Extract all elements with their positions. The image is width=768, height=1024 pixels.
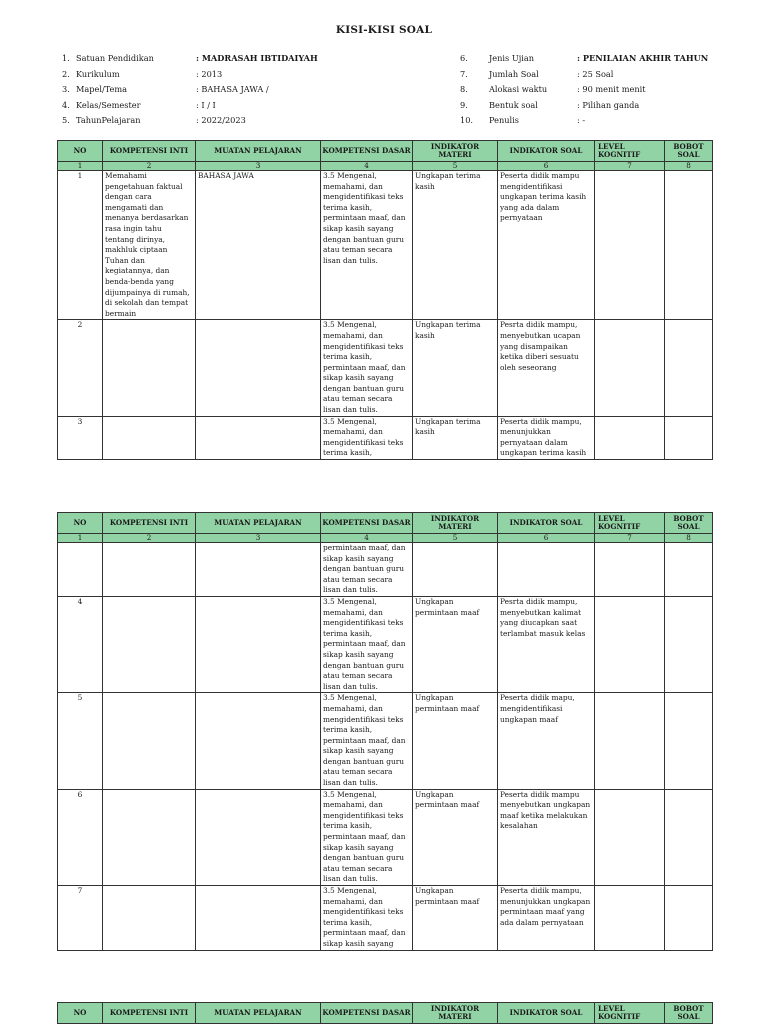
cell-no: 3 <box>58 416 103 459</box>
meta-label: Penulis <box>489 115 519 125</box>
column-number: 1 <box>58 534 103 543</box>
header-level-kognitif: LEVEL KOGNITIF <box>595 513 665 534</box>
cell-indikator-materi: Ungkapan terima kasih <box>413 171 498 320</box>
meta-value: : 2013 <box>196 68 223 79</box>
kisi-table-2 <box>57 512 713 951</box>
column-number: 8 <box>665 534 713 543</box>
header-indikator-materi: INDIKATOR MATERI <box>413 141 498 162</box>
meta-label: Kurikulum <box>76 68 120 79</box>
cell-kompetensi-inti <box>103 789 196 885</box>
table-row <box>58 596 713 692</box>
cell-kompetensi-dasar: 3.5 Mengenal, memahami, dan mengidentifikasi teks terima kasih, permintaan maaf, dan sikap kasih sayang dengan bantuan guru atau teman secara lisan dan tulis. <box>321 320 413 416</box>
cell-indikator-soal: Pesrta didik mampu, menyebutkan ucapan yang disampaikan ketika diberi sesuatu oleh seseorang <box>498 320 595 416</box>
cell-bobot-soal <box>665 693 713 789</box>
table-row <box>58 543 713 597</box>
cell-indikator-materi: Ungkapan permintaan maaf <box>413 886 498 951</box>
table-row <box>58 416 713 459</box>
column-number: 7 <box>595 534 665 543</box>
cell-bobot-soal <box>665 886 713 951</box>
cell-level-kognitif <box>595 596 665 692</box>
meta-number: 5. <box>62 115 70 125</box>
meta-value: : MADRASAH IBTIDAIYAH <box>196 53 318 63</box>
header-muatan-pelajaran: MUATAN PELAJARAN <box>196 513 321 534</box>
cell-indikator-soal: Peserta didik mampu, menunjukkan pernyataan dalam ungkapan terima kasih <box>498 416 595 459</box>
cell-level-kognitif <box>595 320 665 416</box>
meta-label: Jumlah Soal <box>489 68 539 79</box>
meta-number: 1. <box>62 53 70 63</box>
column-number: 6 <box>498 534 595 543</box>
column-number: 5 <box>413 162 498 171</box>
cell-muatan-pelajaran <box>196 416 321 459</box>
table-header-row <box>58 141 713 162</box>
cell-no: 6 <box>58 789 103 885</box>
header-indikator-soal: INDIKATOR SOAL <box>498 1003 595 1024</box>
cell-bobot-soal <box>665 789 713 885</box>
header-no: NO <box>58 141 103 162</box>
cell-bobot-soal <box>665 543 713 597</box>
document-title: KISI-KISI SOAL <box>335 24 433 36</box>
header-bobot-soal: BOBOT SOAL <box>665 1003 713 1024</box>
meta-value: : Pilihan ganda <box>577 99 640 110</box>
meta-label: Alokasi waktu <box>489 84 548 94</box>
cell-bobot-soal <box>665 416 713 459</box>
cell-indikator-soal: Peserta didik mampu menyebutkan ungkapan maaf ketika melakukan kesalahan <box>498 789 595 885</box>
meta-value: : 90 menit menit <box>577 84 646 94</box>
cell-no: 1 <box>58 171 103 320</box>
cell-muatan-pelajaran <box>196 596 321 692</box>
meta-value: : I / I <box>196 99 216 110</box>
cell-kompetensi-inti <box>103 596 196 692</box>
header-kompetensi-inti: KOMPETENSI INTI <box>103 1003 196 1024</box>
cell-level-kognitif <box>595 789 665 885</box>
column-number: 3 <box>196 534 321 543</box>
cell-kompetensi-dasar: permintaan maaf, dan sikap kasih sayang dengan bantuan guru atau teman secara lisan dan tulis. <box>321 543 413 597</box>
cell-kompetensi-dasar: 3.5 Mengenal, memahami, dan mengidentifikasi teks terima kasih, permintaan maaf, dan sikap kasih sayang dengan bantuan guru atau teman secara lisan dan tulis. <box>321 596 413 692</box>
column-number: 4 <box>321 534 413 543</box>
cell-muatan-pelajaran <box>196 693 321 789</box>
cell-kompetensi-inti <box>103 543 196 597</box>
header-indikator-soal: INDIKATOR SOAL <box>498 513 595 534</box>
table-header-row <box>58 513 713 534</box>
cell-kompetensi-dasar: 3.5 Mengenal, memahami, dan mengidentifikasi teks terima kasih, <box>321 416 413 459</box>
meta-value: : - <box>577 115 586 125</box>
column-number: 2 <box>103 162 196 171</box>
cell-indikator-soal <box>498 543 595 597</box>
cell-indikator-soal: Pesrta didik mampu, menyebutkan kalimat yang diucapkan saat terlambat masuk kelas <box>498 596 595 692</box>
header-indikator-materi: INDIKATOR MATERI <box>413 513 498 534</box>
meta-label: Mapel/Tema <box>76 84 128 94</box>
cell-level-kognitif <box>595 886 665 951</box>
cell-indikator-materi: Ungkapan permintaan maaf <box>413 789 498 885</box>
cell-kompetensi-inti <box>103 416 196 459</box>
table-row <box>58 693 713 789</box>
cell-no: 4 <box>58 596 103 692</box>
cell-indikator-materi: Ungkapan terima kasih <box>413 416 498 459</box>
cell-muatan-pelajaran <box>196 789 321 885</box>
header-no: NO <box>58 513 103 534</box>
table-row <box>58 320 713 416</box>
cell-level-kognitif <box>595 416 665 459</box>
header-kompetensi-inti: KOMPETENSI INTI <box>103 513 196 534</box>
cell-indikator-materi <box>413 543 498 597</box>
cell-bobot-soal <box>665 320 713 416</box>
header-kompetensi-inti: KOMPETENSI INTI <box>103 141 196 162</box>
meta-value: : 25 Soal <box>577 68 614 79</box>
cell-indikator-soal: Peserta didik mapu, mengidentifikasi ungkapan maaf <box>498 693 595 789</box>
meta-value: : 2022/2023 <box>196 115 246 125</box>
column-number: 3 <box>196 162 321 171</box>
header-no: NO <box>58 1003 103 1024</box>
meta-label: Bentuk soal <box>489 99 538 110</box>
meta-value: : BAHASA JAWA / <box>196 84 269 94</box>
column-number: 6 <box>498 162 595 171</box>
cell-kompetensi-dasar: 3.5 Mengenal, memahami, dan mengidentifikasi teks terima kasih, permintaan maaf, dan sikap kasih sayang dengan bantuan guru atau teman secara lisan dan tulis. <box>321 693 413 789</box>
header-bobot-soal: BOBOT SOAL <box>665 513 713 534</box>
cell-bobot-soal <box>665 171 713 320</box>
cell-indikator-materi: Ungkapan permintaan maaf <box>413 693 498 789</box>
cell-muatan-pelajaran: BAHASA JAWA <box>196 171 321 320</box>
meta-number: 9. <box>460 99 468 110</box>
header-indikator-materi: INDIKATOR MATERI <box>413 1003 498 1024</box>
meta-value: : PENILAIAN AKHIR TAHUN <box>577 53 709 63</box>
meta-number: 6. <box>460 53 468 63</box>
header-kompetensi-dasar: KOMPETENSI DASAR <box>321 141 413 162</box>
column-number: 7 <box>595 162 665 171</box>
cell-no: 2 <box>58 320 103 416</box>
cell-level-kognitif <box>595 543 665 597</box>
column-number: 1 <box>58 162 103 171</box>
cell-level-kognitif <box>595 693 665 789</box>
header-muatan-pelajaran: MUATAN PELAJARAN <box>196 1003 321 1024</box>
header-level-kognitif: LEVEL KOGNITIF <box>595 1003 665 1024</box>
cell-bobot-soal <box>665 596 713 692</box>
cell-kompetensi-inti: Memahami pengetahuan faktual dengan cara mengamati dan menanya berdasarkan rasa ingin tahu tentang dirinya, makhluk ciptaan Tuhan dan kegiatannya, dan benda-benda yang dijumpainya di rumah, di sekolah dan tempat bermain <box>103 171 196 320</box>
table-row <box>58 886 713 951</box>
cell-muatan-pelajaran <box>196 320 321 416</box>
meta-number: 7. <box>460 68 468 79</box>
cell-indikator-soal: Peserta didik mampu mengidentifikasi ungkapan terima kasih yang ada dalam pernyataan <box>498 171 595 320</box>
cell-muatan-pelajaran <box>196 543 321 597</box>
meta-number: 3. <box>62 84 70 94</box>
meta-label: Satuan Pendidikan <box>76 53 154 63</box>
table-header-row <box>58 1003 713 1024</box>
cell-indikator-soal: Peserta didik mampu, menunjukkan ungkapan permintaan maaf yang ada dalam pernyataan <box>498 886 595 951</box>
header-kompetensi-dasar: KOMPETENSI DASAR <box>321 513 413 534</box>
column-number: 5 <box>413 534 498 543</box>
meta-number: 4. <box>62 99 70 110</box>
cell-kompetensi-dasar: 3.5 Mengenal, memahami, dan mengidentifikasi teks terima kasih, permintaan maaf, dan sikap kasih sayang dengan bantuan guru atau teman secara lisan dan tulis. <box>321 171 413 320</box>
cell-kompetensi-dasar: 3.5 Mengenal, memahami, dan mengidentifikasi teks terima kasih, permintaan maaf, dan sikap kasih sayang dengan bantuan guru atau teman secara lisan dan tulis. <box>321 789 413 885</box>
header-level-kognitif: LEVEL KOGNITIF <box>595 141 665 162</box>
header-muatan-pelajaran: MUATAN PELAJARAN <box>196 141 321 162</box>
column-number: 8 <box>665 162 713 171</box>
meta-label: TahunPelajaran <box>76 115 141 125</box>
header-indikator-soal: INDIKATOR SOAL <box>498 141 595 162</box>
kisi-table-3 <box>57 1002 713 1024</box>
header-bobot-soal: BOBOT SOAL <box>665 141 713 162</box>
cell-muatan-pelajaran <box>196 886 321 951</box>
cell-no: 7 <box>58 886 103 951</box>
cell-kompetensi-inti <box>103 693 196 789</box>
cell-level-kognitif <box>595 171 665 320</box>
meta-number: 2. <box>62 68 70 79</box>
cell-no: 5 <box>58 693 103 789</box>
cell-kompetensi-inti <box>103 886 196 951</box>
cell-indikator-materi: Ungkapan permintaan maaf <box>413 596 498 692</box>
column-number: 2 <box>103 534 196 543</box>
column-number: 4 <box>321 162 413 171</box>
meta-label: Kelas/Semester <box>76 99 141 110</box>
meta-number: 8. <box>460 84 468 94</box>
cell-indikator-materi: Ungkapan terima kasih <box>413 320 498 416</box>
table-row <box>58 789 713 885</box>
table-row <box>58 171 713 320</box>
meta-number: 10. <box>460 115 474 125</box>
cell-kompetensi-inti <box>103 320 196 416</box>
column-number-row <box>58 162 713 171</box>
column-number-row <box>58 534 713 543</box>
cell-no <box>58 543 103 597</box>
cell-kompetensi-dasar: 3.5 Mengenal, memahami, dan mengidentifikasi teks terima kasih, permintaan maaf, dan sikap kasih sayang <box>321 886 413 951</box>
kisi-table-1 <box>57 140 713 460</box>
meta-label: Jenis Ujian <box>489 53 535 63</box>
header-kompetensi-dasar: KOMPETENSI DASAR <box>321 1003 413 1024</box>
